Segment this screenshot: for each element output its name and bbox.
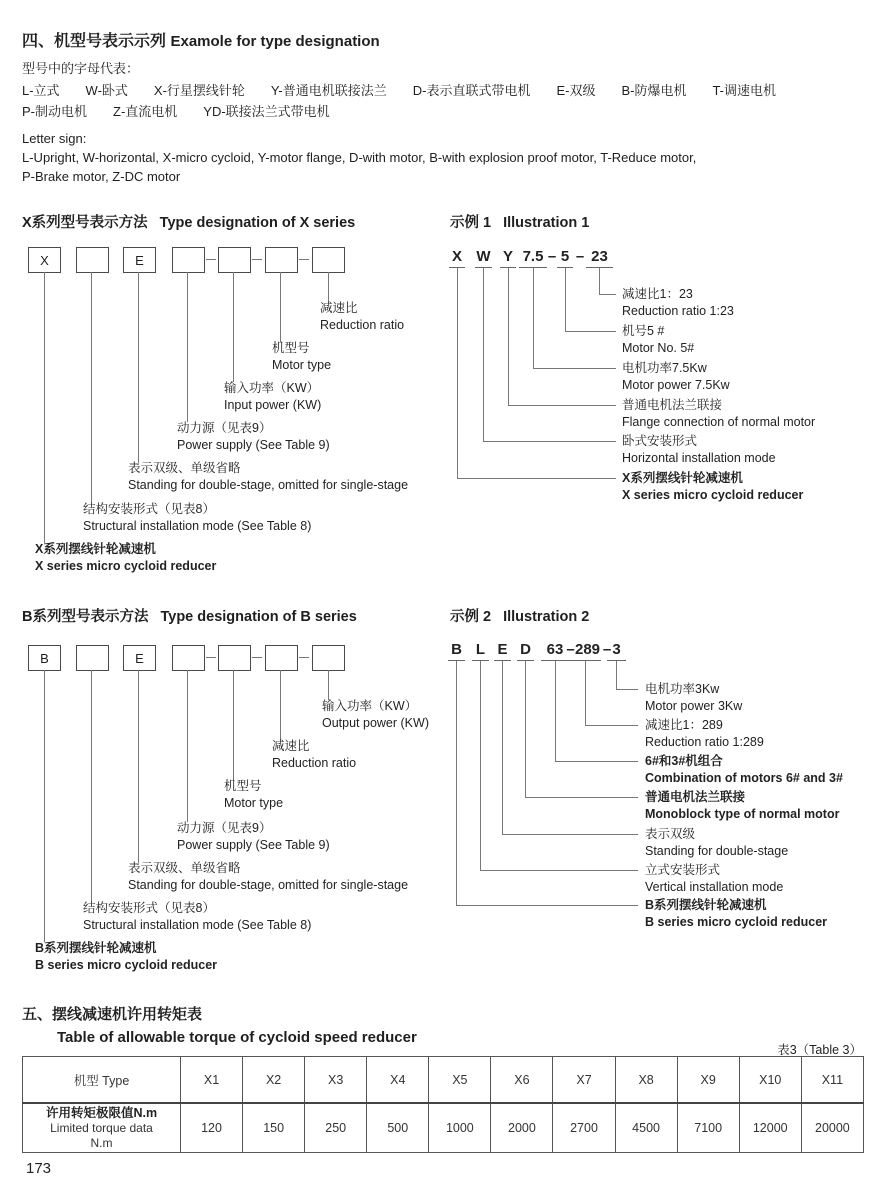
torque-value-x8: 4500: [615, 1103, 677, 1153]
ill1-leader-h-2: [565, 331, 616, 332]
row-label-unit: N.m: [90, 1135, 113, 1150]
b-box-dash-3: [299, 657, 309, 658]
x-series-heading: [22, 211, 355, 232]
b-series-heading-zh: B系列型号表示方法: [22, 609, 149, 625]
x-leader-line-6: [280, 272, 281, 342]
b-code-box-3: E: [123, 645, 156, 671]
ill1-label-series: X系列摆线针轮减速机 X series micro cycloid reducer: [622, 471, 804, 502]
row-label-cell: [23, 1103, 181, 1153]
letter-sign-line2: P-Brake motor, Z-DC motor: [22, 169, 181, 184]
torque-table-data-row: [23, 1103, 864, 1153]
ill2-leader-h-7: [456, 905, 638, 906]
letters-intro: 型号中的字母代表：: [22, 61, 140, 76]
x-box-dash-1: [206, 259, 216, 260]
x-leader-line-7: [328, 272, 329, 302]
ill1-leader-v-2: [483, 268, 484, 441]
section5-title-en: Table of allowable torque of cycloid speed reducer: [57, 1029, 417, 1046]
ill2-label-ratio: 减速比1：289 Reduction ratio 1:289: [645, 718, 764, 749]
b-code-box-5: [218, 645, 251, 671]
section4-title-en: Examole for type designation: [170, 33, 380, 50]
ill2-leader-h-6: [480, 870, 638, 871]
col-header-x1: X1: [181, 1057, 243, 1104]
torque-value-x3: 250: [305, 1103, 367, 1153]
b-code-box-1: B: [28, 645, 61, 671]
x-label-double-stage: 表示双级、单级省略 Standing for double-stage, omitted for single-stage: [128, 461, 409, 492]
ill2-leader-h-3: [555, 761, 638, 762]
x-code-box-2: [76, 247, 109, 273]
ill1-token-ratio: 23: [591, 248, 608, 265]
ill2-leader-v-3: [502, 661, 503, 834]
b-leader-line-5: [233, 670, 234, 780]
b-box-dash-1: [206, 657, 216, 658]
illustration2-heading: [450, 605, 589, 626]
b-code-box-7: [312, 645, 345, 671]
ill1-leader-v-3: [508, 268, 509, 405]
ill1-leader-h-1: [599, 294, 616, 295]
ill1-label-motor-no: 机号5 # Motor No. 5#: [622, 324, 695, 355]
x-code-box-6: [265, 247, 298, 273]
ill1-label-flange: 普通电机法兰联接 Flange connection of normal motor: [622, 398, 816, 429]
x-leader-line-2: [91, 272, 92, 503]
section4-title-zh: 四、机型号表示示列: [22, 33, 167, 50]
ill2-label-monoblock: 普通电机法兰联接 Monoblock type of normal motor: [645, 790, 840, 821]
ill1-label-motor-power: 电机功率7.5Kw Motor power 7.5Kw: [622, 361, 730, 392]
ill2-leader-v-7: [616, 661, 617, 689]
ill1-token-W: W: [476, 248, 491, 265]
col-header-x11: X11: [801, 1057, 863, 1104]
ill2-leader-h-4: [525, 797, 638, 798]
ill2-dash-2: –: [602, 641, 612, 658]
x-leader-line-5: [233, 272, 234, 382]
illustration2-heading-zh: 示例 2: [450, 609, 492, 625]
ill2-token-ratio: 289: [574, 641, 601, 658]
ill2-token-combination: 63: [546, 641, 564, 658]
ill1-token-Y: Y: [502, 248, 513, 265]
ill2-label-vertical: 立式安装形式 Vertical installation mode: [645, 863, 784, 894]
ill1-leader-v-1: [457, 268, 458, 478]
b-code-box-4: [172, 645, 205, 671]
letter-sign-line1: L-Upright, W-horizontal, X-micro cycloid, Y-motor flange, D-with motor, B-with explosion proof motor, T-Reduce motor,: [22, 150, 697, 165]
ill2-label-combination: 6#和3#机组合 Combination of motors 6# and 3#: [645, 754, 843, 785]
illustration1-heading-en: Illustration 1: [503, 215, 590, 231]
b-leader-line-6: [280, 670, 281, 740]
ill1-leader-v-6: [599, 268, 600, 294]
ill2-token-power: 3: [612, 641, 621, 658]
ill1-leader-v-5: [565, 268, 566, 331]
ill1-dash-2: –: [575, 248, 585, 265]
b-label-power-supply: 动力源（见表9） Power supply (See Table 9): [177, 821, 330, 852]
b-label-reduction-ratio: 减速比 Reduction ratio: [272, 739, 357, 770]
ill2-dash-1: –: [566, 641, 575, 658]
illustration1-heading: [450, 211, 589, 232]
ill1-token-frame: 5: [560, 248, 570, 265]
b-code-box-6: [265, 645, 298, 671]
row-label-zh: 许用转矩极限值N.m: [45, 1106, 158, 1121]
ill1-token-X: X: [451, 248, 462, 265]
col-header-x6: X6: [491, 1057, 553, 1104]
table-ref: 表3（Table 3）: [777, 1043, 862, 1057]
ill2-token-L: L: [475, 641, 486, 658]
torque-value-x11: 20000: [801, 1103, 863, 1153]
letter-sign-title: Letter sign:: [22, 131, 87, 146]
torque-value-x1: 120: [181, 1103, 243, 1153]
ill1-label-ratio: 减速比1：23 Reduction ratio 1:23: [622, 287, 734, 318]
col-header-type: 机型 Type: [23, 1057, 181, 1104]
x-code-box-7: [312, 247, 345, 273]
ill2-leader-v-2: [480, 661, 481, 870]
ill2-label-motor-power: 电机功率3Kw Motor power 3Kw: [645, 682, 743, 713]
torque-value-x7: 2700: [553, 1103, 615, 1153]
torque-value-x9: 7100: [677, 1103, 739, 1153]
letters-line1: L-立式 W-卧式 X-行星摆线针轮 Y-普通电机联接法兰 D-表示直联式带电机 E-双级 B-防爆电机 T-调速电机: [22, 83, 777, 98]
torque-value-x5: 1000: [429, 1103, 491, 1153]
ill2-leader-v-1: [456, 661, 457, 905]
col-header-x3: X3: [305, 1057, 367, 1104]
col-header-x5: X5: [429, 1057, 491, 1104]
torque-value-x6: 2000: [491, 1103, 553, 1153]
ill2-leader-h-2: [585, 725, 638, 726]
x-label-reduction-ratio: 减速比 Reduction ratio: [320, 301, 405, 332]
illustration2-heading-en: Illustration 2: [503, 609, 590, 625]
col-header-x4: X4: [367, 1057, 429, 1104]
col-header-x7: X7: [553, 1057, 615, 1104]
ill2-leader-h-1: [616, 689, 638, 690]
ill1-dash-1: –: [547, 248, 557, 265]
ill2-label-series: B系列摆线针轮减速机 B series micro cycloid reducer: [645, 898, 828, 929]
x-series-heading-zh: X系列型号表示方法: [22, 215, 148, 231]
x-code-box-1: X: [28, 247, 61, 273]
x-leader-line-1: [44, 272, 45, 543]
b-series-heading-en: Type designation of B series: [160, 609, 357, 625]
ill1-leader-h-5: [483, 441, 616, 442]
torque-table-header-row: [23, 1057, 864, 1104]
x-label-installation-mode: 结构安装形式（见表8） Structural installation mode (See Table 8): [83, 502, 312, 533]
x-leader-line-3: [138, 272, 139, 462]
b-code-box-2: [76, 645, 109, 671]
ill2-leader-v-4: [525, 661, 526, 797]
x-box-dash-2: [252, 259, 262, 260]
col-header-x10: X10: [739, 1057, 801, 1104]
illustration1-heading-zh: 示例 1: [450, 215, 492, 231]
x-box-dash-3: [299, 259, 309, 260]
ill2-label-double-stage: 表示双级 Standing for double-stage: [645, 827, 789, 858]
ill1-leader-h-6: [457, 478, 616, 479]
ill1-leader-v-4: [533, 268, 534, 368]
torque-value-x4: 500: [367, 1103, 429, 1153]
b-label-output-power: 输入功率（KW） Output power (KW): [322, 699, 429, 730]
col-header-x2: X2: [243, 1057, 305, 1104]
b-label-series-name: B系列摆线针轮减速机 B series micro cycloid reducer: [35, 941, 218, 972]
b-label-installation-mode: 结构安装形式（见表8） Structural installation mode (See Table 8): [83, 901, 312, 932]
x-label-motor-type: 机型号 Motor type: [272, 341, 332, 372]
ill1-leader-h-4: [508, 405, 616, 406]
b-label-double-stage: 表示双级、单级省略 Standing for double-stage, omitted for single-stage: [128, 861, 409, 892]
x-label-series-name: X系列摆线针轮减速机 X series micro cycloid reducer: [35, 542, 217, 573]
x-label-power-supply: 动力源（见表9） Power supply (See Table 9): [177, 421, 330, 452]
ill2-leader-v-5: [555, 661, 556, 761]
ill1-label-horizontal: 卧式安装形式 Horizontal installation mode: [622, 434, 776, 465]
torque-table: [22, 1056, 864, 1153]
x-code-box-4: [172, 247, 205, 273]
b-leader-line-4: [187, 670, 188, 822]
col-header-x9: X9: [677, 1057, 739, 1104]
ill2-leader-v-6: [585, 661, 586, 725]
b-box-dash-2: [252, 657, 262, 658]
col-header-x8: X8: [615, 1057, 677, 1104]
b-leader-line-3: [138, 670, 139, 862]
b-label-motor-type: 机型号 Motor type: [224, 779, 284, 810]
section4-title: [22, 28, 380, 51]
x-code-box-3: E: [123, 247, 156, 273]
ill2-token-B: B: [451, 641, 462, 658]
page-number: 173: [26, 1160, 52, 1177]
ill2-token-E: E: [497, 641, 508, 658]
b-series-heading: [22, 605, 357, 626]
ill1-token-power: 7.5: [522, 248, 544, 265]
x-code-box-5: [218, 247, 251, 273]
ill2-leader-h-5: [502, 834, 638, 835]
row-label-en: Limited torque data: [50, 1121, 153, 1136]
torque-value-x2: 150: [243, 1103, 305, 1153]
ill2-token-D: D: [520, 641, 531, 658]
torque-value-x10: 12000: [739, 1103, 801, 1153]
section5-title-zh: 五、摆线减速机许用转矩表: [22, 1006, 203, 1023]
letters-line2: P-制动电机 Z-直流电机 YD-联接法兰式带电机: [22, 104, 330, 119]
b-leader-line-1: [44, 670, 45, 942]
b-leader-line-2: [91, 670, 92, 902]
x-series-heading-en: Type designation of X series: [159, 215, 356, 231]
x-leader-line-4: [187, 272, 188, 422]
ill1-leader-h-3: [533, 368, 616, 369]
x-label-input-power: 输入功率（KW） Input power (KW): [224, 381, 322, 412]
b-leader-line-7: [328, 670, 329, 700]
